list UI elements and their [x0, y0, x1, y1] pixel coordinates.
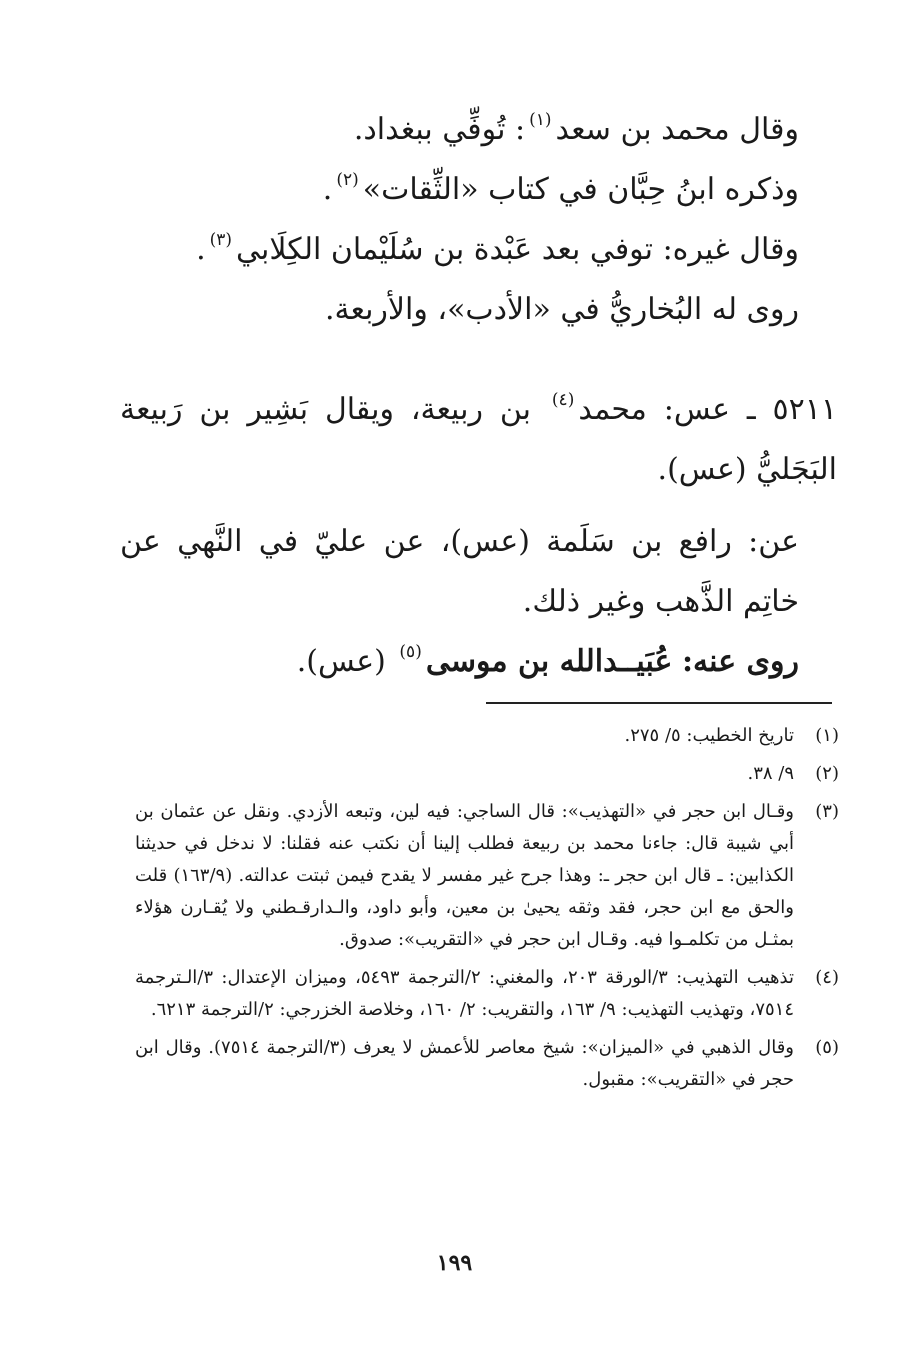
footnote-1 — [135, 720, 839, 752]
footnote-separator — [486, 702, 832, 704]
rawa-label: روى عنه: — [681, 644, 799, 679]
footnote-ref-4: (٤) — [551, 390, 575, 410]
footnote-text: وقال الذهبي في «الميزان»: شيخ معاصر للأعمش لا يعرف (٣/الترجمة ٧٥١٤). وقال ابن حجر في «التقريب»: مقبول. — [135, 1037, 794, 1090]
footnote-text: وقـال ابن حجر في «التهذيب»: قال الساجي: فيه لين، وتبعه الأزدي. ونقل عن عثمان بن أبي شيبة قال: جاءنا محمد بن ربيعة فطلب إلينا أن نكتب عنه فقلنا: لا ندخل في حديثنا الكذابين: ـ قال ابن حجر ـ: وهذا جرح غير مفسر لا يقدح فيمن ثبتت عدالته. (١٦٣/٩) قلت والحق مع ابن حجر، فقد وثقه يحيىٰ بن معين، وأبو داود، والـدارقـطني ولا يُقـارن هؤلاء بمثـل من تكلمـوا فيه. وقـال ابن حجر في «التقريب»: صدوق. — [135, 801, 794, 950]
text-segment: ٥٢١١ ـ عس: محمد — [578, 392, 837, 427]
entry-5211-heading — [120, 380, 837, 500]
footnotes — [135, 720, 839, 1102]
paragraph-an — [120, 512, 837, 632]
main-text — [120, 100, 837, 692]
paragraph-others — [120, 220, 837, 280]
footnote-number: (٢) — [815, 763, 839, 784]
footnote-3 — [135, 796, 839, 956]
footnote-5 — [135, 1032, 839, 1096]
footnote-number: (٥) — [815, 1037, 839, 1058]
footnote-text: تذهيب التهذيب: ٣/الورقة ٢٠٣، والمغني: ٢/الترجمة ٥٤٩٣، وميزان الإعتدال: ٣/الـترجمة ٧٥١٤، وتهذيب التهذيب: ٩/ ١٦٣، والتقريب: ٢/ ١٦٠، وخلاصة الخزرجي: ٢/الترجمة ٦٢١٣. — [135, 967, 794, 1020]
text-segment: وقال غيره: توفي بعد عَبْدة بن سُلَيْمان الكِلَابي — [236, 232, 799, 267]
footnote-number: (٣) — [815, 801, 839, 822]
text-segment: روى له البُخاريُّ في «الأدب»، والأربعة. — [324, 292, 799, 327]
footnote-ref-2: (٢) — [336, 170, 359, 190]
page-number: ١٩٩ — [436, 1250, 473, 1276]
footnote-text: تاريخ الخطيب: ٥/ ٢٧٥. — [624, 725, 794, 746]
footnote-ref-3: (٣) — [209, 230, 233, 250]
paragraph-ibn-saad — [120, 100, 837, 160]
text-segment: : تُوفِّي ببغداد. — [353, 112, 526, 147]
text-segment: وقال محمد بن سعد — [555, 112, 799, 147]
footnote-number: (١) — [815, 725, 839, 746]
footnote-number: (٤) — [815, 967, 839, 988]
paragraph-rawa — [120, 632, 837, 692]
text-segment: . — [322, 172, 333, 207]
footnote-ref-5: (٥) — [399, 642, 422, 662]
text-segment: عُبَيــدالله بن موسى — [425, 644, 673, 679]
text-segment: وذكره ابنُ حِبَّان في كتاب «الثِّقات» — [362, 172, 799, 207]
text-segment: عن: رافع بن سَلَمة (عس)، عن عليّ في النَّهي عن خاتِم الذَّهب وغير ذلك. — [120, 524, 799, 619]
footnote-ref-1: (١) — [529, 110, 552, 130]
footnote-4 — [135, 962, 839, 1026]
text-segment: . — [196, 232, 206, 267]
paragraph-bukhari — [120, 280, 837, 340]
paragraph-ibn-hibban — [120, 160, 837, 220]
footnote-2 — [135, 758, 839, 790]
footnote-text: ٩/ ٣٨. — [747, 763, 794, 784]
text-segment: بن ربيعة، ويقال بَشِير بن رَبيعة البَجَليُّ (عس). — [120, 392, 837, 487]
text-segment: (عس). — [296, 644, 386, 679]
